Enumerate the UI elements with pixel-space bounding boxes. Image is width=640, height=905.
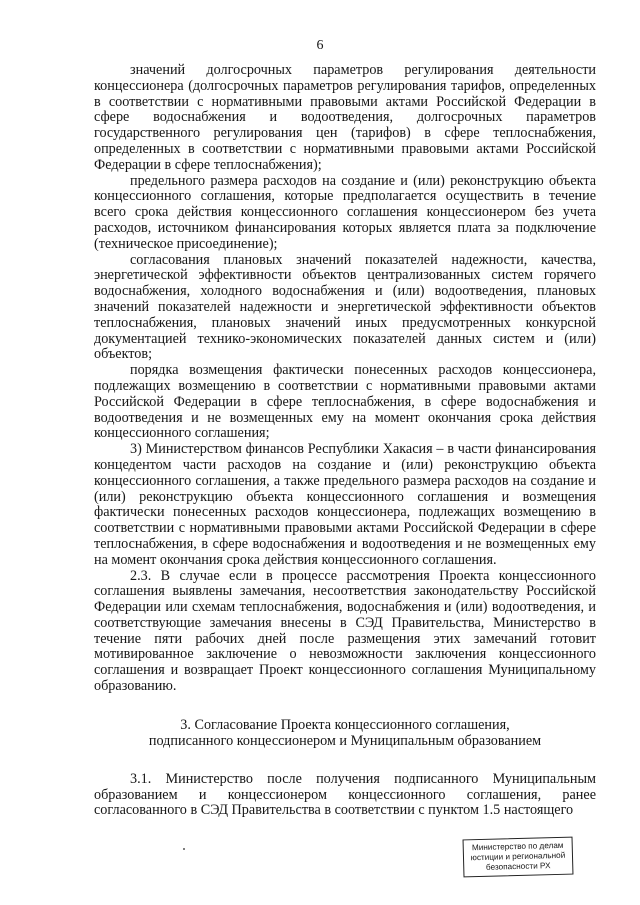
- paragraph-long-term-parameters: значений долгосрочных параметров регулирования деятельности концессионера (долгосрочных параметров регулирования тарифов, определенных в соответствии с нормативными правовыми актами Российской Федерации в сфере водоснабжения и водоотведения, долгосрочных параметров государственного регулирования цен (тарифов) в сфере теплоснабжения, определенных в соответствии с нормативными правовыми актами Российской Федерации в сфере теплоснабжения);: [94, 62, 596, 173]
- paragraph-3-1: 3.1. Министерство после получения подписанного Муниципальным образованием и концессионером концессионного соглашения, ранее согласованного в СЭД Правительства в соответствии с пунктом 1.5 настоящего: [94, 770, 596, 819]
- section-3-heading-line1: 3. Согласование Проекта концессионного соглашения,: [180, 716, 510, 733]
- paragraph-expense-limit: предельного размера расходов на создание и (или) реконструкцию объекта концессионного соглашения, которые предполагается осуществить в течение всего срока действия концессионного соглашения концессионером без учета расходов, источником финансирования которых является плата за подключение (техническое присоединение);: [94, 172, 596, 252]
- page-number: 6: [316, 38, 324, 53]
- stamp-line2: юстиции и региональной: [470, 850, 566, 863]
- stamp-line1: Министерство по делам: [471, 840, 564, 853]
- paragraph-reliability-indicators: согласования плановых значений показателей надежности, качества, энергетической эффективности объектов централизованных систем горячего водоснабжения, холодного водоснабжения и (или) водоотведения, плановых значений показателей надежности и энергетической эффективности объектов теплоснабжения, плановых значений иных предусмотренных конкурсной документацией технико-экономических показателей данных систем и (или) объектов;: [94, 251, 596, 363]
- stamp-line3: безопасности РХ: [485, 861, 551, 872]
- paragraph-2-3-remarks: 2.3. В случае если в процессе рассмотрения Проекта концессионного соглашения выявлены замечания, несоответствия законодательству Российской Федерации или схемам теплоснабжения, водоснабжения и (или) водоотведения, и соответствующие замечания внесены в СЭД Правительства, Министерство в течение пяти рабочих дней после размещения этих замечаний готовит мотивированное заключение о невозможности заключения концессионного соглашения и возвращает Проект концессионного соглашения Муниципальному образованию.: [94, 567, 596, 695]
- registration-stamp: [463, 837, 574, 878]
- scan-dot: [183, 848, 185, 850]
- paragraph-ministry-of-finance: 3) Министерством финансов Республики Хакасия – в части финансирования концедентом части расходов на создание и (или) реконструкцию объекта концессионного соглашения, а также предельного размера расходов на создание и (или) реконструкцию объекта концессионного соглашения и возмещения фактически понесенных расходов концессионера, подлежащих возмещению в соответствии с нормативными правовыми актами Российской Федерации в сфере теплоснабжения, в сфере водоснабжения и водоотведения и не возмещенных ему на момент окончания срока действия концессионного соглашения.: [94, 441, 596, 568]
- section-3-heading-line2: подписанного концессионером и Муниципальным образованием: [148, 733, 542, 750]
- section-3-heading: [94, 717, 596, 750]
- document-body: [94, 63, 596, 819]
- paragraph-reimbursement-procedure: порядка возмещения фактически понесенных расходов концессионера, подлежащих возмещению в соответствии с нормативными правовыми актами Российской Федерации в сфере теплоснабжения, в сфере водоснабжения и водоотведения и не возмещенных ему на момент окончания срока действия концессионного соглашения;: [94, 362, 596, 442]
